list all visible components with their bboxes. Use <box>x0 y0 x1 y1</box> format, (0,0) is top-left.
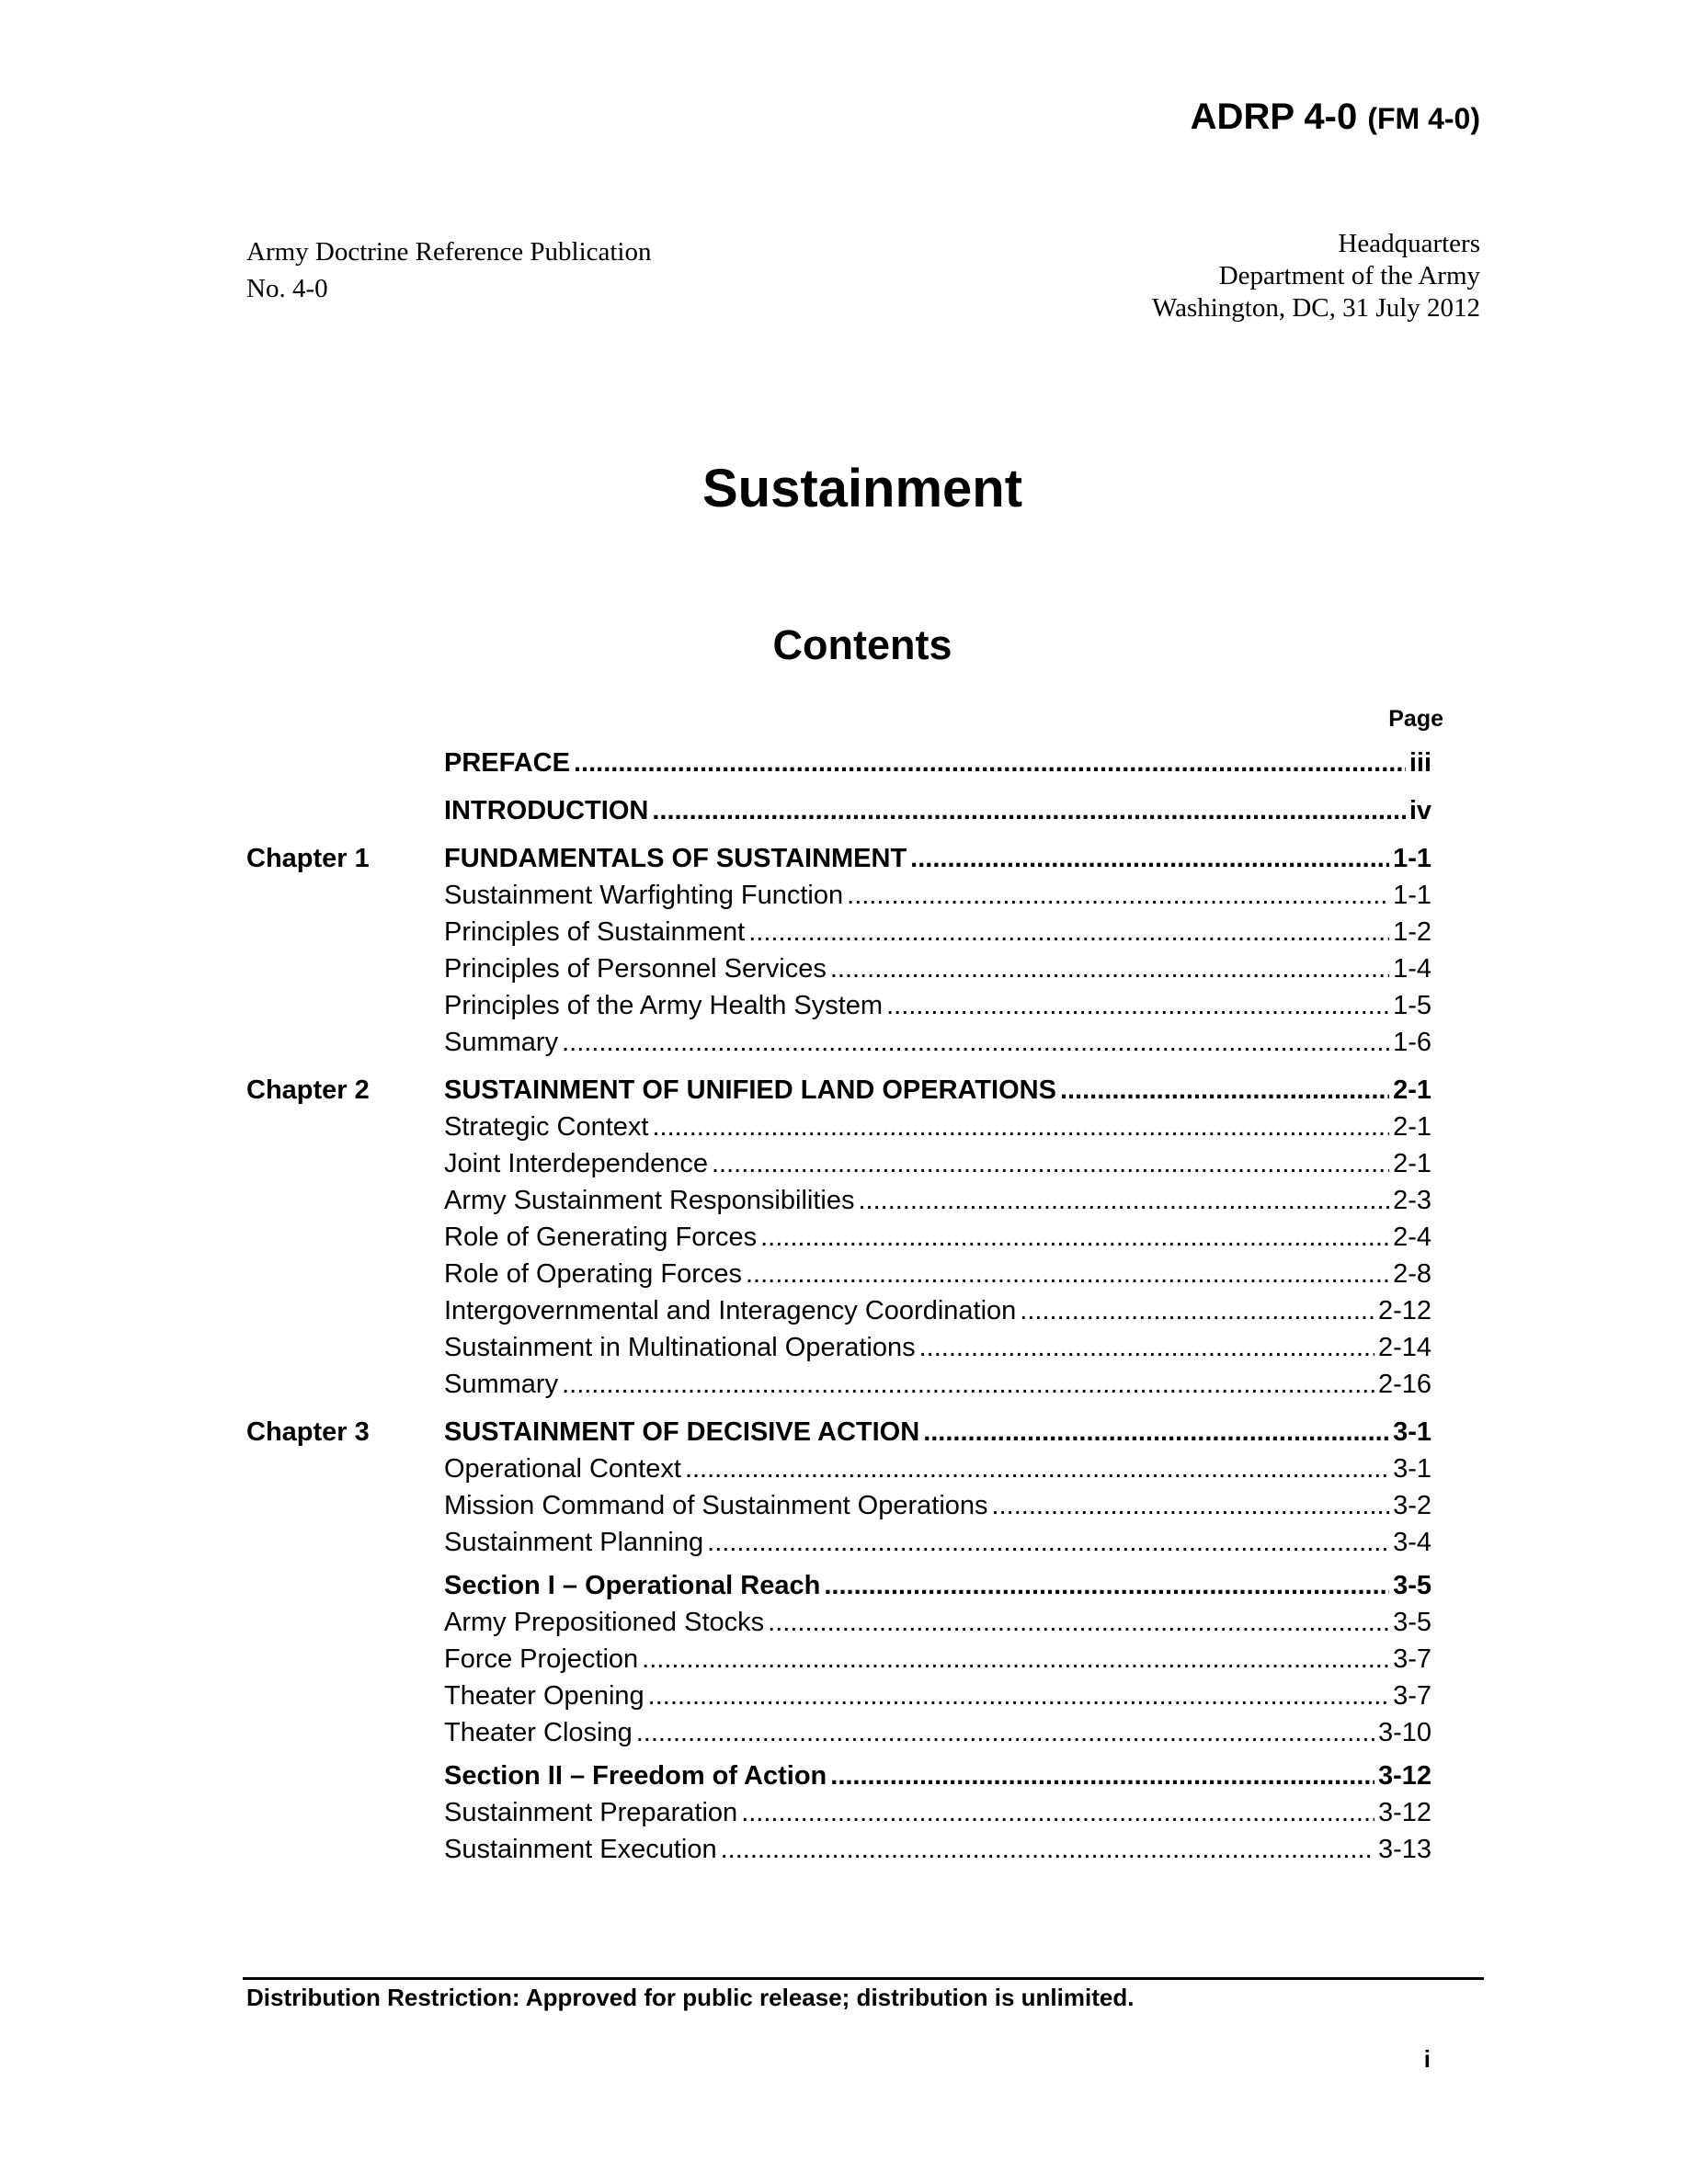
toc-entry-page: 1-6 <box>1393 1028 1431 1057</box>
dot-leader <box>847 878 1389 913</box>
toc-entry-title: Summary <box>444 1370 559 1399</box>
footer-divider <box>243 1977 1484 1980</box>
toc-entry[interactable] <box>444 1795 1431 1830</box>
toc-entry-title: SUSTAINMENT OF DECISIVE ACTION <box>444 1417 920 1447</box>
toc-entry-title: Sustainment Warfighting Function <box>444 881 844 910</box>
chapter-label: Chapter 1 <box>246 844 370 873</box>
toc-entry-page: 3-4 <box>1393 1528 1431 1557</box>
toc-entry[interactable] <box>444 745 1431 780</box>
toc-entry[interactable] <box>444 1451 1431 1486</box>
place-date-line: Washington, DC, 31 July 2012 <box>1152 293 1480 323</box>
toc-entry[interactable] <box>444 1832 1431 1867</box>
chapter-label: Chapter 2 <box>246 1075 370 1105</box>
toc-entry-page: 2-8 <box>1393 1259 1431 1289</box>
dot-leader <box>685 1451 1389 1486</box>
dot-leader <box>574 745 1406 780</box>
dot-leader <box>652 793 1405 828</box>
dot-leader <box>648 1678 1389 1713</box>
toc-entry[interactable] <box>444 915 1431 950</box>
toc-entry-page: iii <box>1409 748 1431 778</box>
toc-entry-page: 3-7 <box>1393 1644 1431 1674</box>
toc-entry-title: Principles of the Army Health System <box>444 991 884 1020</box>
page-title: Sustainment <box>701 459 1023 518</box>
publication-type: Army Doctrine Reference Publication <box>246 237 652 267</box>
page-number: i <box>1423 2045 1431 2073</box>
dot-leader <box>760 1220 1389 1255</box>
toc-entry-page: 3-1 <box>1393 1417 1431 1447</box>
dot-leader <box>636 1715 1374 1750</box>
toc-entry[interactable] <box>444 1678 1431 1713</box>
toc-entry-title: Sustainment Execution <box>444 1835 717 1864</box>
toc-entry-page: 2-3 <box>1393 1186 1431 1215</box>
toc-entry[interactable] <box>444 1642 1431 1677</box>
dot-leader <box>923 1415 1389 1450</box>
dot-leader <box>741 1795 1374 1830</box>
dot-leader <box>1060 1073 1389 1108</box>
doc-id-main: ADRP 4-0 <box>1190 97 1358 137</box>
toc-entry[interactable] <box>444 1183 1431 1218</box>
toc-entry-page: 3-2 <box>1393 1491 1431 1520</box>
toc-entry-title: Strategic Context <box>444 1112 649 1142</box>
dot-leader <box>768 1605 1389 1640</box>
toc-entry[interactable] <box>444 1330 1431 1365</box>
toc-entry-title: Role of Generating Forces <box>444 1223 758 1252</box>
page-column-label: Page <box>1388 706 1443 732</box>
dot-leader <box>652 1109 1389 1144</box>
toc-entry-title: SUSTAINMENT OF UNIFIED LAND OPERATIONS <box>444 1075 1056 1105</box>
toc-entry-page: 2-12 <box>1377 1296 1431 1325</box>
toc-entry-title: Principles of Personnel Services <box>444 954 827 984</box>
toc-entry-page: 1-1 <box>1393 881 1431 910</box>
toc-entry-page: 2-1 <box>1393 1149 1431 1178</box>
toc-entry-title: INTRODUCTION <box>444 796 649 825</box>
toc-entry[interactable] <box>444 878 1431 913</box>
toc-entry[interactable] <box>444 1758 1431 1793</box>
chapter-label: Chapter 3 <box>246 1417 370 1447</box>
department-line: Department of the Army <box>1218 261 1480 290</box>
publication-block <box>246 233 651 307</box>
dot-leader <box>992 1488 1390 1523</box>
toc-entry-page: 3-5 <box>1393 1571 1431 1600</box>
toc-entry-title: Summary <box>444 1028 559 1057</box>
dot-leader <box>746 1257 1389 1291</box>
toc-entry-title: Sustainment Preparation <box>444 1798 738 1827</box>
dot-leader <box>830 951 1389 986</box>
dot-leader <box>712 1146 1389 1181</box>
toc-entry-title: Army Prepositioned Stocks <box>444 1608 765 1637</box>
headquarters-line: Headquarters <box>1338 229 1480 258</box>
toc-entry[interactable] <box>444 988 1431 1023</box>
toc-entry-title: Principles of Sustainment <box>444 917 746 947</box>
toc-entry[interactable] <box>444 1415 1431 1450</box>
toc-entry-title: Sustainment Planning <box>444 1528 704 1557</box>
toc-entry-title: Force Projection <box>444 1644 639 1674</box>
toc-entry-page: 3-12 <box>1377 1798 1431 1827</box>
toc-entry-title: Army Sustainment Responsibilities <box>444 1186 855 1215</box>
toc-entry[interactable] <box>444 1109 1431 1144</box>
toc-entry-page: 1-4 <box>1393 954 1431 984</box>
toc-entry-page: 2-14 <box>1377 1333 1431 1362</box>
toc-entry[interactable] <box>444 793 1431 828</box>
toc-entry-page: 2-1 <box>1393 1075 1431 1105</box>
toc-entry[interactable] <box>444 1568 1431 1603</box>
dot-leader <box>886 988 1389 1023</box>
dot-leader <box>562 1367 1374 1402</box>
toc-entry-title: Intergovernmental and Interagency Coordination <box>444 1296 1017 1325</box>
toc-entry-title: Theater Closing <box>444 1718 633 1747</box>
toc-entry[interactable] <box>444 1257 1431 1291</box>
dot-leader <box>707 1525 1389 1560</box>
toc-entry[interactable] <box>444 1715 1431 1750</box>
dot-leader <box>830 1758 1374 1793</box>
document-identifier <box>1191 97 1480 138</box>
toc-entry-title: Section II – Freedom of Action <box>444 1761 827 1791</box>
dot-leader <box>919 1330 1374 1365</box>
toc-entry-page: 2-4 <box>1393 1223 1431 1252</box>
toc-entry-page: 3-5 <box>1393 1608 1431 1637</box>
toc-entry-title: PREFACE <box>444 748 570 778</box>
toc-entry-page: 1-5 <box>1393 991 1431 1020</box>
toc-entry[interactable] <box>444 1488 1431 1523</box>
dot-leader <box>642 1642 1389 1677</box>
toc-entry[interactable] <box>444 1025 1431 1060</box>
toc-entry-page: 3-1 <box>1393 1454 1431 1484</box>
toc-entry-title: FUNDAMENTALS OF SUSTAINMENT <box>444 844 907 873</box>
toc-entry-page: 3-12 <box>1377 1761 1431 1791</box>
toc-entry[interactable] <box>444 951 1431 986</box>
dot-leader <box>748 915 1389 950</box>
doc-id-supersedes: (FM 4-0) <box>1367 102 1480 135</box>
publication-number: No. 4-0 <box>246 274 328 303</box>
toc-entry-title: Operational Context <box>444 1454 681 1484</box>
toc-entry-page: 1-2 <box>1393 917 1431 947</box>
toc-entry-title: Role of Operating Forces <box>444 1259 742 1289</box>
dot-leader <box>562 1025 1389 1060</box>
toc-entry-page: 3-7 <box>1393 1681 1431 1711</box>
toc-entry[interactable] <box>444 1367 1431 1402</box>
toc-entry[interactable] <box>444 1073 1431 1108</box>
toc-entry-title: Sustainment in Multinational Operations <box>444 1333 916 1362</box>
toc-entry-page: 2-16 <box>1377 1370 1431 1399</box>
toc-entry[interactable] <box>444 1293 1431 1328</box>
toc-entry-title: Joint Interdependence <box>444 1149 708 1178</box>
dot-leader <box>721 1832 1374 1867</box>
toc-entry[interactable] <box>444 1146 1431 1181</box>
dot-leader <box>910 841 1389 876</box>
toc-entry-page: 3-13 <box>1377 1835 1431 1864</box>
headquarters-block <box>1152 228 1480 324</box>
toc-entry-page: iv <box>1409 796 1431 825</box>
distribution-restriction: Distribution Restriction: Approved for public release; distribution is unlimited. <box>246 1984 1135 2011</box>
toc-entry-page: 1-1 <box>1393 844 1431 873</box>
toc-entry[interactable] <box>444 1220 1431 1255</box>
toc-entry-title: Section I – Operational Reach <box>444 1571 821 1600</box>
contents-heading: Contents <box>772 621 952 668</box>
toc-entry[interactable] <box>444 1525 1431 1560</box>
dot-leader <box>1020 1293 1374 1328</box>
toc-entry[interactable] <box>444 1605 1431 1640</box>
toc-entry-page: 3-10 <box>1377 1718 1431 1747</box>
dot-leader <box>824 1568 1389 1603</box>
toc-entry-title: Mission Command of Sustainment Operations <box>444 1491 988 1520</box>
toc-entry-page: 2-1 <box>1393 1112 1431 1142</box>
toc-entry[interactable] <box>444 841 1431 876</box>
dot-leader <box>858 1183 1389 1218</box>
toc-entry-title: Theater Opening <box>444 1681 644 1711</box>
